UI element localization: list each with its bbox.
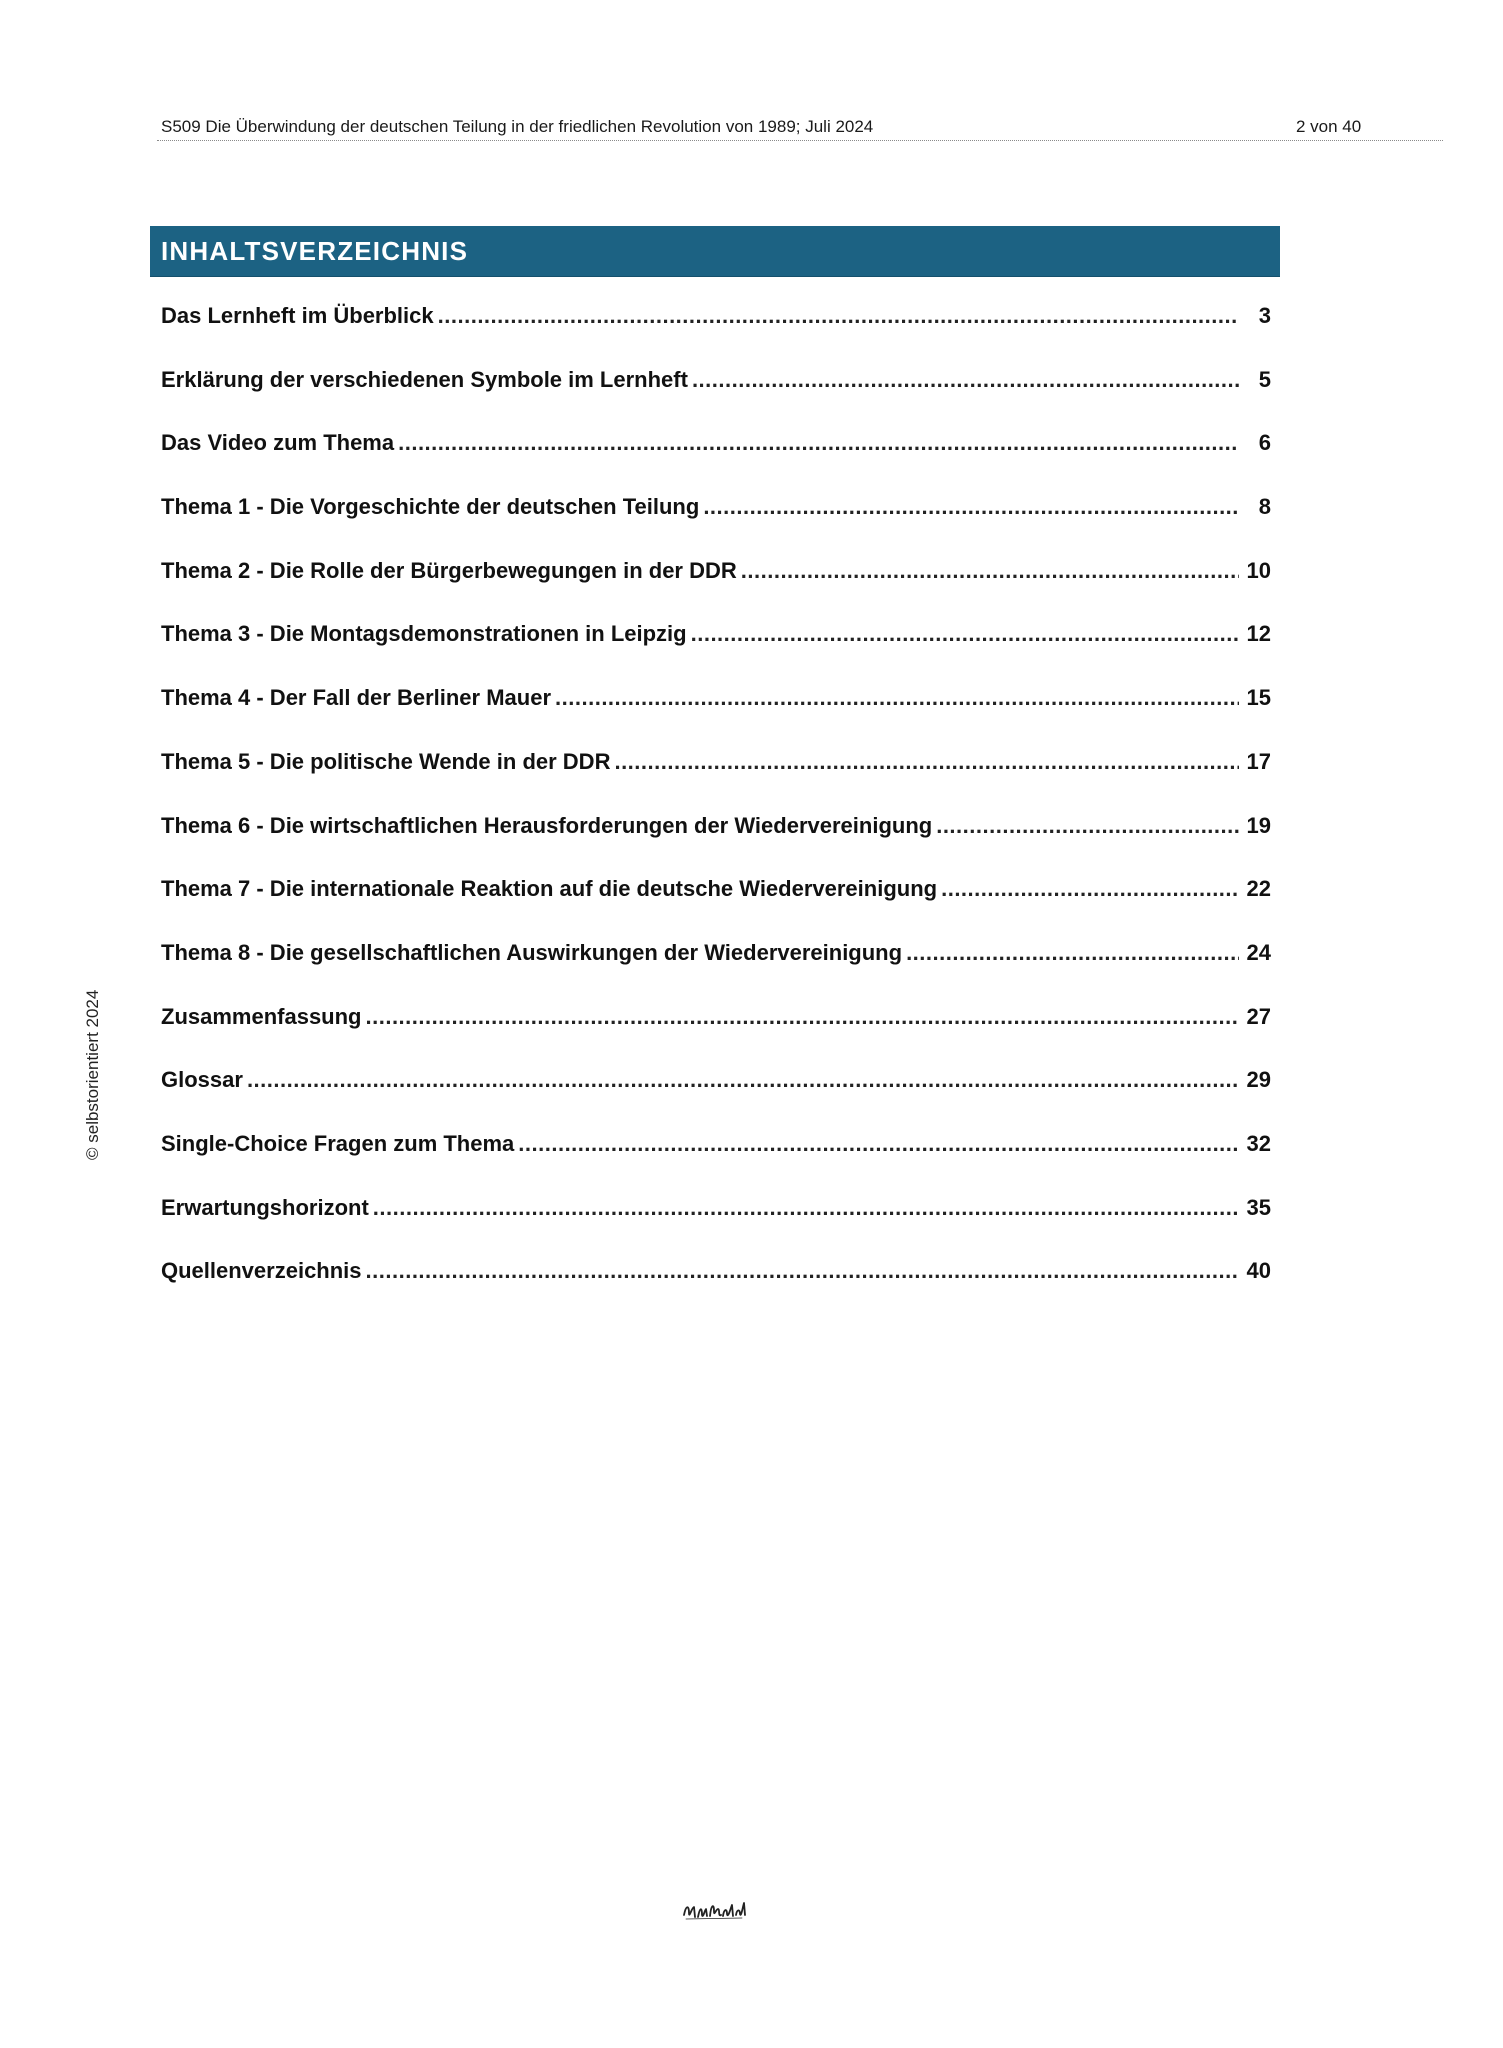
toc-entry-page-number[interactable]: 17 xyxy=(1246,748,1271,774)
toc-entry[interactable] xyxy=(161,1258,1271,1322)
toc-entry[interactable] xyxy=(161,621,1271,685)
toc-entry-page-number[interactable]: 29 xyxy=(1246,1067,1271,1093)
dot-leader xyxy=(518,1131,1239,1157)
dot-leader xyxy=(366,1258,1239,1284)
dot-leader xyxy=(398,430,1239,456)
toc-entry[interactable] xyxy=(161,813,1271,877)
toc-entry[interactable] xyxy=(161,876,1271,940)
toc-entry-label[interactable]: Zusammenfassung xyxy=(161,1003,362,1029)
toc-entry-label[interactable]: Das Lernheft im Überblick xyxy=(161,303,434,328)
toc-entry[interactable] xyxy=(161,749,1271,813)
signature-logo-graphic xyxy=(680,1895,750,1925)
dot-leader xyxy=(941,876,1239,902)
dot-leader xyxy=(741,558,1239,584)
dot-leader xyxy=(614,749,1239,775)
toc-entry[interactable] xyxy=(161,558,1271,622)
toc-entry-page-number[interactable]: 19 xyxy=(1246,812,1271,838)
toc-entry-page-number[interactable]: 10 xyxy=(1246,557,1271,583)
toc-entry[interactable] xyxy=(161,685,1271,749)
dot-leader xyxy=(366,1004,1240,1030)
dot-leader xyxy=(936,813,1239,839)
toc-entry-page-number[interactable]: 27 xyxy=(1246,1003,1271,1029)
toc-entry-label[interactable]: Single-Choice Fragen zum Thema xyxy=(161,1130,515,1156)
toc-entry-page-number[interactable]: 22 xyxy=(1246,876,1271,902)
dot-leader xyxy=(373,1195,1239,1221)
toc-entry-label[interactable]: Thema 2 - Die Rolle der Bürgerbewegungen in der DDR xyxy=(161,557,737,583)
toc-entry-page-number[interactable]: 40 xyxy=(1246,1258,1271,1284)
toc-entry[interactable] xyxy=(161,494,1271,558)
toc-entry[interactable] xyxy=(161,1195,1271,1259)
toc-entry-label[interactable]: Erwartungshorizont xyxy=(161,1194,369,1220)
toc-entry-label[interactable]: Erklärung der verschiedenen Symbole im Lernheft xyxy=(161,366,688,392)
toc-entry[interactable] xyxy=(161,430,1271,494)
toc-entry[interactable] xyxy=(161,303,1271,367)
page-header xyxy=(157,114,1443,141)
toc-entry[interactable] xyxy=(161,367,1271,431)
dot-leader xyxy=(247,1067,1239,1093)
toc-entry-label[interactable]: Quellenverzeichnis xyxy=(161,1258,362,1284)
toc-entry-label[interactable]: Thema 5 - Die politische Wende in der DDR xyxy=(161,748,611,774)
toc-entry-page-number[interactable]: 8 xyxy=(1258,494,1271,520)
toc-entry-label[interactable]: Thema 7 - Die internationale Reaktion auf die deutsche Wiedervereinigung xyxy=(161,876,938,902)
toc-entry-label[interactable]: Thema 3 - Die Montagsdemonstrationen in Leipzig xyxy=(161,621,687,647)
toc-entry-label[interactable]: Thema 4 - Der Fall der Berliner Mauer xyxy=(161,685,552,711)
toc-entry[interactable] xyxy=(161,940,1271,1004)
toc-entry-label[interactable]: Thema 6 - Die wirtschaftlichen Herausforderungen der Wiedervereinigung xyxy=(161,812,933,838)
dot-leader xyxy=(906,940,1239,966)
table-of-contents xyxy=(161,303,1271,1322)
page-indicator: 2 von 40 xyxy=(1296,117,1362,136)
dot-leader xyxy=(691,621,1239,647)
dot-leader xyxy=(692,367,1239,393)
toc-entry[interactable] xyxy=(161,1131,1271,1195)
selbstorientiert-logo-icon xyxy=(680,1895,750,1925)
toc-entry-page-number[interactable]: 35 xyxy=(1246,1194,1271,1220)
toc-entry[interactable] xyxy=(161,1004,1271,1068)
toc-entry-page-number[interactable]: 5 xyxy=(1258,366,1271,392)
toc-entry-page-number[interactable]: 12 xyxy=(1246,621,1271,647)
toc-entry-label[interactable]: Das Video zum Thema xyxy=(161,430,395,456)
toc-entry-label[interactable]: Thema 8 - Die gesellschaftlichen Auswirkungen der Wiedervereinigung xyxy=(161,939,903,965)
toc-entry-label[interactable]: Glossar xyxy=(161,1067,243,1093)
dot-leader xyxy=(438,303,1239,329)
toc-entry-label[interactable]: Thema 1 - Die Vorgeschichte der deutschen Teilung xyxy=(161,494,700,520)
dot-leader xyxy=(555,685,1239,711)
toc-entry-page-number[interactable]: 3 xyxy=(1258,303,1271,328)
toc-heading-banner xyxy=(150,226,1280,277)
toc-entry-page-number[interactable]: 6 xyxy=(1258,430,1271,456)
dot-leader xyxy=(703,494,1239,520)
toc-entry-page-number[interactable]: 15 xyxy=(1246,685,1271,711)
toc-heading: INHALTSVERZEICHNIS xyxy=(161,236,469,266)
toc-entry-page-number[interactable]: 32 xyxy=(1246,1130,1271,1156)
toc-entry[interactable] xyxy=(161,1067,1271,1131)
toc-entry-page-number[interactable]: 24 xyxy=(1246,939,1271,965)
document-title: S509 Die Überwindung der deutschen Teilung in der friedlichen Revolution von 1989; Juli 2024 xyxy=(161,117,874,136)
copyright-note: © selbstorientiert 2024 xyxy=(83,989,102,1160)
